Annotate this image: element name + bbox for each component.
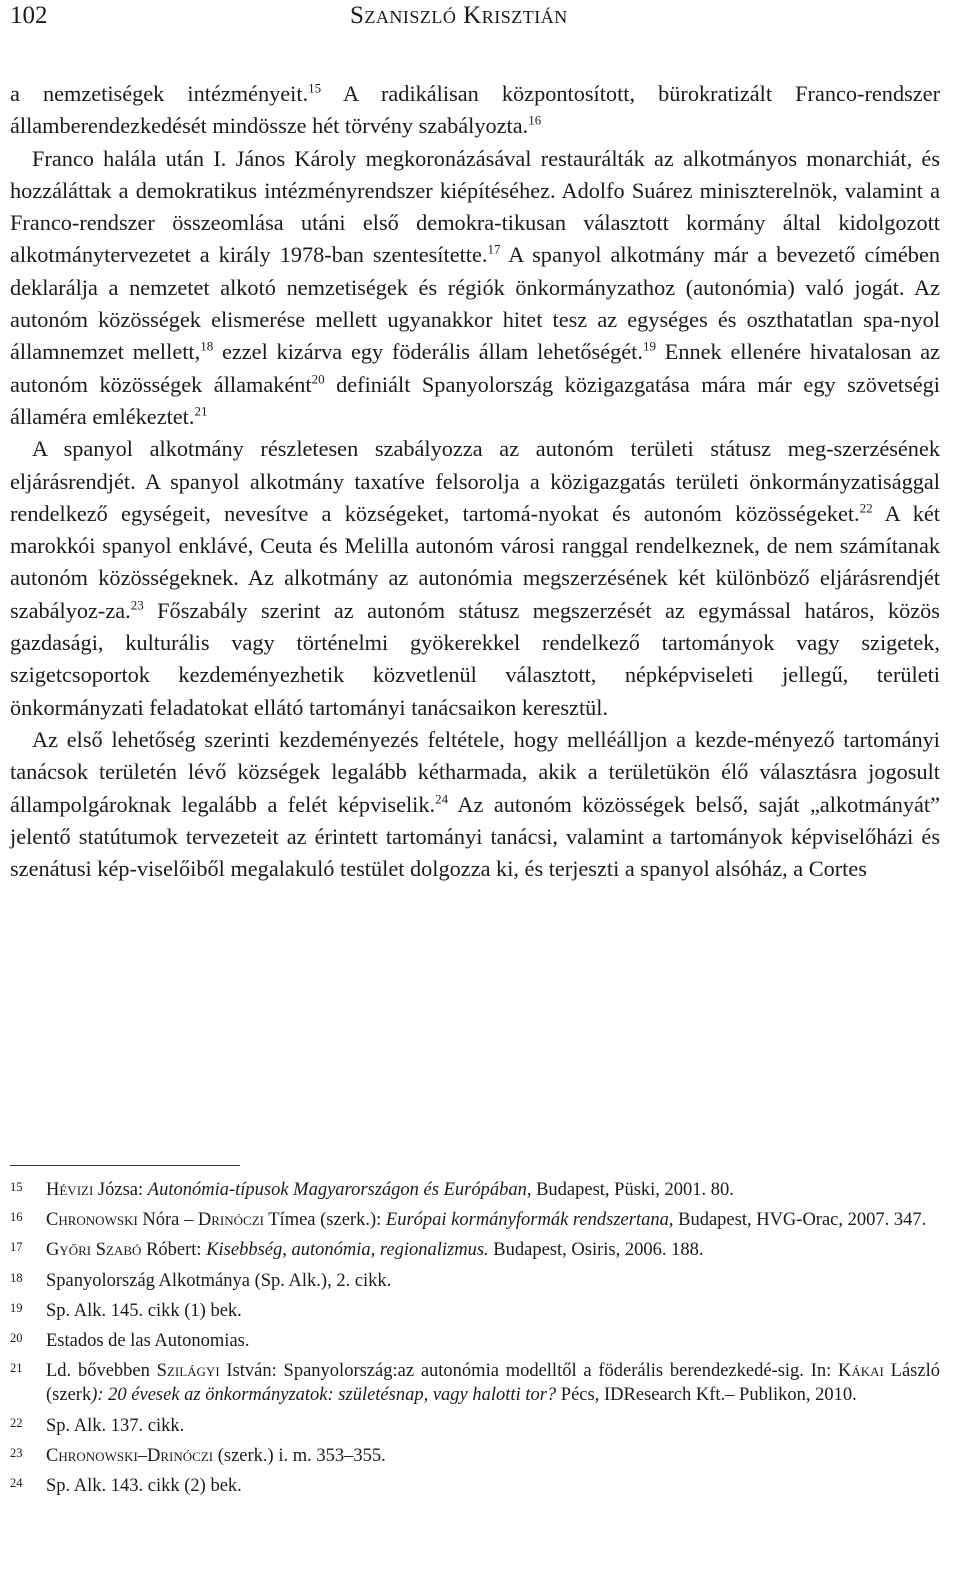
text-span: A két marokkói spanyol enklávé, Ceuta és Melilla autonóm városi ranggal rendelkeznek, de nem számítanak autonóm közösségeknek. Az alkotmány az autonómia megszerzésének két különböző eljárásrendjét szabályoz-za. <box>10 500 941 623</box>
paragraph <box>10 724 940 885</box>
text-span: , Budapest, Püski, 2001. 80. <box>526 1180 734 1200</box>
footnote <box>10 1329 940 1353</box>
footnote-number: 17 <box>10 1240 23 1255</box>
text-span: A spanyol alkotmány már a bevezető címében deklarálja a nemzetet alkotó nemzetiségek és régiók önkormányzathoz (autonómia) való jogát. Az autonóm közösségek elismerése mellett ugyanakkor hitet tesz az egységes és oszthatatlan spa-nyol államnemzet mellett, <box>10 242 940 365</box>
text-span: ezzel kizárva egy föderális állam lehetőségét. <box>213 339 643 365</box>
text-span: Józsa: <box>93 1180 148 1200</box>
text-span: Sp. Alk. 143. cikk (2) bek. <box>46 1476 242 1497</box>
footnote-ref[interactable]: 15 <box>308 80 322 96</box>
author: Szilágyi <box>156 1361 220 1382</box>
text-span: László (szerk <box>46 1361 940 1406</box>
paragraph <box>10 433 940 724</box>
text-span: Sp. Alk. 145. cikk (1) bek. <box>46 1300 242 1321</box>
footnote <box>10 1414 940 1438</box>
author: Győri Szabó <box>46 1240 142 1261</box>
page-number: 102 <box>10 2 48 29</box>
footnote-ref[interactable]: 20 <box>311 371 325 387</box>
author: Chronowski–Drinóczi <box>46 1445 214 1466</box>
text-span: Sp. Alk. 137. cikk. <box>46 1415 185 1436</box>
footnote-number: 21 <box>10 1361 23 1376</box>
text-span: Főszabály szerint az autonóm státusz megszerzését az egymással határos, közös gazdasági, kulturális vagy történelmi gyökerekkel rendelkező tartományok vagy szigetek, szigetcsoportok kezdeményezhetik közvetlenül választott, népképviseleti jellegű, területi önkormányzati feladatokat ellátó tartományi tanácsaikon keresztül. <box>10 597 940 720</box>
paragraph <box>10 78 940 143</box>
author: Kákai <box>838 1361 884 1382</box>
footnote-number: 24 <box>10 1476 23 1491</box>
footnote-ref[interactable]: 23 <box>130 597 144 613</box>
paragraph <box>10 143 940 434</box>
footnote-ref[interactable]: 21 <box>194 403 208 419</box>
footnote-number: 19 <box>10 1300 23 1315</box>
text-span: Pécs, IDResearch Kft.– Publikon, 2010. <box>556 1385 857 1406</box>
footnote-number: 20 <box>10 1331 23 1346</box>
main-text <box>10 78 940 885</box>
author: Drinóczi <box>197 1210 264 1231</box>
text-span: Ld. bővebben <box>46 1361 157 1382</box>
footnote <box>10 1359 940 1407</box>
footnote-ref[interactable]: 19 <box>642 338 656 354</box>
footnote-ref[interactable]: 24 <box>435 791 449 807</box>
footnote <box>10 1474 940 1498</box>
footnote-number: 16 <box>10 1210 23 1225</box>
text-span: Az első lehetőség szerinti kezdeményezés feltétele, hogy melléálljon a kezde-ményező tartományi tanácsok területén lévő községek legalább kétharmada, akik a területükön élő választásra jogosult állampolgároknak legalább a felét képviselik. <box>10 726 940 817</box>
text-span: Ennek ellenére hivatalosan az autonóm közösségek államaként <box>10 339 940 397</box>
text-span: A radikálisan központosított, bürokratizált Franco-rendszer államberendezkedését mindössze hét törvény szabályozta. <box>10 81 940 139</box>
text-span: (szerk.) i. m. 353–355. <box>213 1445 386 1466</box>
footnote-ref[interactable]: 22 <box>859 500 873 516</box>
footnote-number: 15 <box>10 1180 23 1194</box>
footnote-ref[interactable]: 16 <box>528 112 542 128</box>
running-head: Szaniszló Krisztián <box>350 2 568 29</box>
work-title: Autonómia-típusok Magyarországon és Európában <box>147 1180 527 1200</box>
work-title: ): 20 évesek az önkormányzatok: születésnap, vagy halotti tor? <box>91 1385 557 1406</box>
footnote-number: 22 <box>10 1415 23 1430</box>
page-header <box>10 2 950 32</box>
footnote <box>10 1269 940 1293</box>
footnote <box>10 1208 940 1232</box>
author: Hévizi <box>46 1180 94 1200</box>
footnote <box>10 1444 940 1468</box>
text-span: Estados de las Autonomias. <box>46 1331 250 1352</box>
text-span: , Budapest, HVG-Orac, 2007. 347. <box>668 1210 927 1231</box>
footnote <box>10 1178 940 1202</box>
footnote-ref[interactable]: 17 <box>487 242 501 258</box>
author: Chronowski <box>46 1210 138 1231</box>
footnote-number: 18 <box>10 1270 23 1285</box>
work-title: Európai kormányformák rendszertana <box>385 1210 669 1231</box>
text-span: Róbert: <box>141 1240 207 1261</box>
text-span: a nemzetiségek intézményeit. <box>10 81 309 106</box>
text-span: Nóra – <box>137 1210 198 1231</box>
footnote-ref[interactable]: 18 <box>200 338 214 354</box>
text-span: Spanyolország Alkotmánya (Sp. Alk.), 2. cikk. <box>46 1270 392 1291</box>
text-span: István: Spanyolország:az autonómia modelltől a föderális berendezkedé-sig. In: <box>219 1361 839 1382</box>
footnotes <box>10 1178 940 1504</box>
footnote-number: 23 <box>10 1445 23 1460</box>
text-span: A spanyol alkotmány részletesen szabályozza az autonóm területi státusz meg-szerzésének eljárásrendjét. A spanyol alkotmány taxatíve felsorolja a közigazgatás területi önkormányzatisággal rendelkező egységeit, nevesítve a községeket, tartomá-nyokat és autonóm közösségeket. <box>10 436 940 526</box>
text-span: Budapest, Osiris, 2006. 188. <box>488 1240 704 1261</box>
text-span: definiált Spanyolország közigazgatása mára már egy szövetségi államéra emlékeztet. <box>10 371 940 429</box>
footnote-divider <box>10 1165 240 1166</box>
footnote <box>10 1238 940 1262</box>
footnote <box>10 1299 940 1323</box>
text-span: Franco halála után I. János Károly megkoronázásával restaurálták az alkotmányos monarchiát, és hozzáláttak a demokratikus intézményrendszer kiépítéséhez. Adolfo Suárez miniszterelnök, valamint a Franco-rendszer összeomlása utáni első demokra-tikusan választott kormány által kidolgozott alkotmánytervezetet a király 1978-ban szentesítette. <box>10 145 940 268</box>
text-span: Az autonóm közösségek belső, saját „alkotmányát” jelentő statútumok tervezeteit az érintett tartományi tanácsi, valamint a tartományok képviselőházi és szenátusi kép-viselőiből megalakuló testület dolgozza ki, és terjeszti a spanyol alsóház, a Cortes <box>10 791 941 882</box>
work-title: Kisebbség, autonómia, regionalizmus. <box>206 1240 489 1261</box>
text-span: Tímea (szerk.): <box>263 1210 386 1231</box>
